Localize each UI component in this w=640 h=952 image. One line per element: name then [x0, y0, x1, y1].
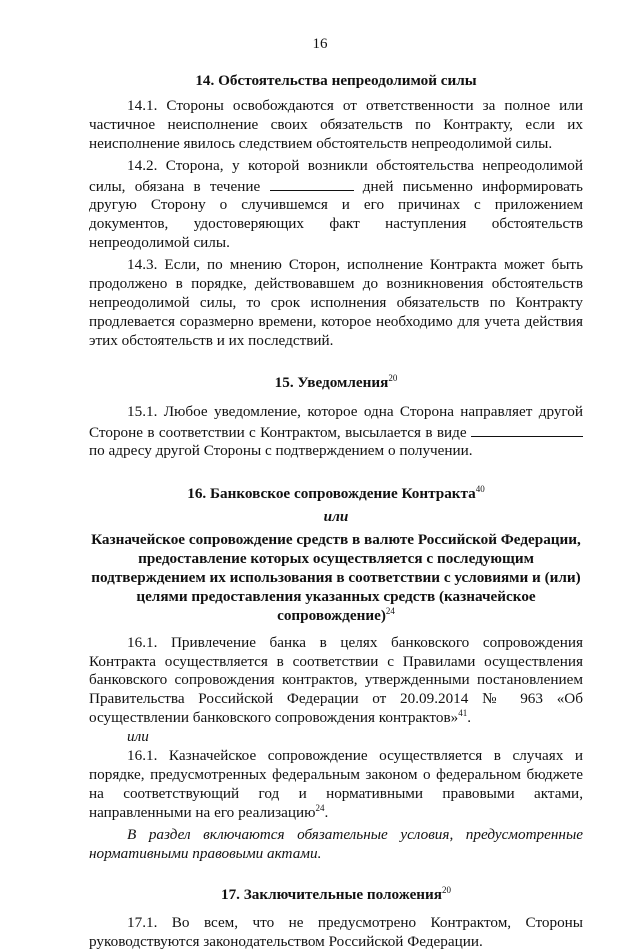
para-14-2: 14.2. Сторона, у которой возникли обстоятельства непреодолимой силы, обязана в течение дней письменно информировать другую Сторону о случившемся и его причинах с приложением документов, удостоверяющих факт наступления обстоятельств непреодолимой силы.: [89, 156, 583, 252]
page-number: 16: [312, 36, 328, 52]
page-content: [89, 64, 583, 952]
footnote-ref: 41: [458, 708, 468, 719]
footnote-ref: 24: [385, 605, 395, 616]
para-16-1-bank: 16.1. Привлечение банка в целях банковского сопровождения Контракта осуществляется в соответствии с Правилами осуществления банковского сопровождения контрактов, утвержденными постановлением Правительства Российской Федерации от 20.09.2014 № 963 «Об осуществлении банковского сопровождения контрактов»$^{41}$.: [89, 633, 583, 727]
para-15-1: 15.1. Любое уведомление, которое одна Сторона направляет другой Стороне в соответствии с Контрактом, высылается в виде по адресу другой Стороны с подтверждением о получении.: [89, 402, 583, 460]
section-17-title: 17. Заключительные положения$^{20}$: [220, 884, 452, 903]
section-16-title: 16. Банковское сопровождение Контракта$^{40}$: [187, 484, 485, 503]
section-16-note: В раздел включаются обязательные условия, предусмотренные нормативными правовыми актами.: [89, 825, 583, 862]
or-separator: или: [323, 508, 349, 526]
blank-form: [471, 422, 583, 437]
blank-days: [270, 176, 354, 191]
para-14-3: 14.3. Если, по мнению Сторон, исполнение Контракта может быть продолжено в порядке, действовавшем до возникновения обстоятельств непреодолимой силы, то срок исполнения обязательств по Контракту продлевается соразмерно времени, которое необходимо для учета действия этих обстоятельств и их последствий.: [89, 256, 583, 349]
para-17-1: 17.1. Во всем, что не предусмотрено Контрактом, Стороны руководствуются законодательством Российской Федерации.: [89, 914, 583, 951]
or-separator-inline: или: [127, 728, 149, 746]
section-15-title: 15. Уведомления$^{20}$: [274, 372, 398, 391]
section-14-title: 14. Обстоятельства непреодолимой силы: [195, 72, 477, 89]
section-16-alt-title: Казначейское сопровождение средств в валюте Российской Федерации, предоставление которых осуществляется с последующим подтверждением их использования в соответствии с условиями и (или) целями предоставления указанных средств (казначейское сопровождение)$^{24}$: [91, 531, 581, 624]
footnote-ref: 20: [388, 372, 398, 383]
footnote-ref: 20: [442, 884, 452, 895]
para-14-1: 14.1. Стороны освобождаются от ответственности за полное или частичное неисполнение своих обязательств по Контракту, если их неисполнение явилось следствием обстоятельств непреодолимой силы.: [89, 96, 583, 152]
footnote-ref: 24: [315, 802, 325, 813]
footnote-ref: 40: [475, 484, 485, 495]
para-16-1-treasury: 16.1. Казначейское сопровождение осуществляется в случаях и порядке, предусмотренных федеральным законом о федеральном бюджете на соответствующий год и нормативными правовыми актами, направленными на его реализацию$^{24}$.: [89, 747, 583, 821]
